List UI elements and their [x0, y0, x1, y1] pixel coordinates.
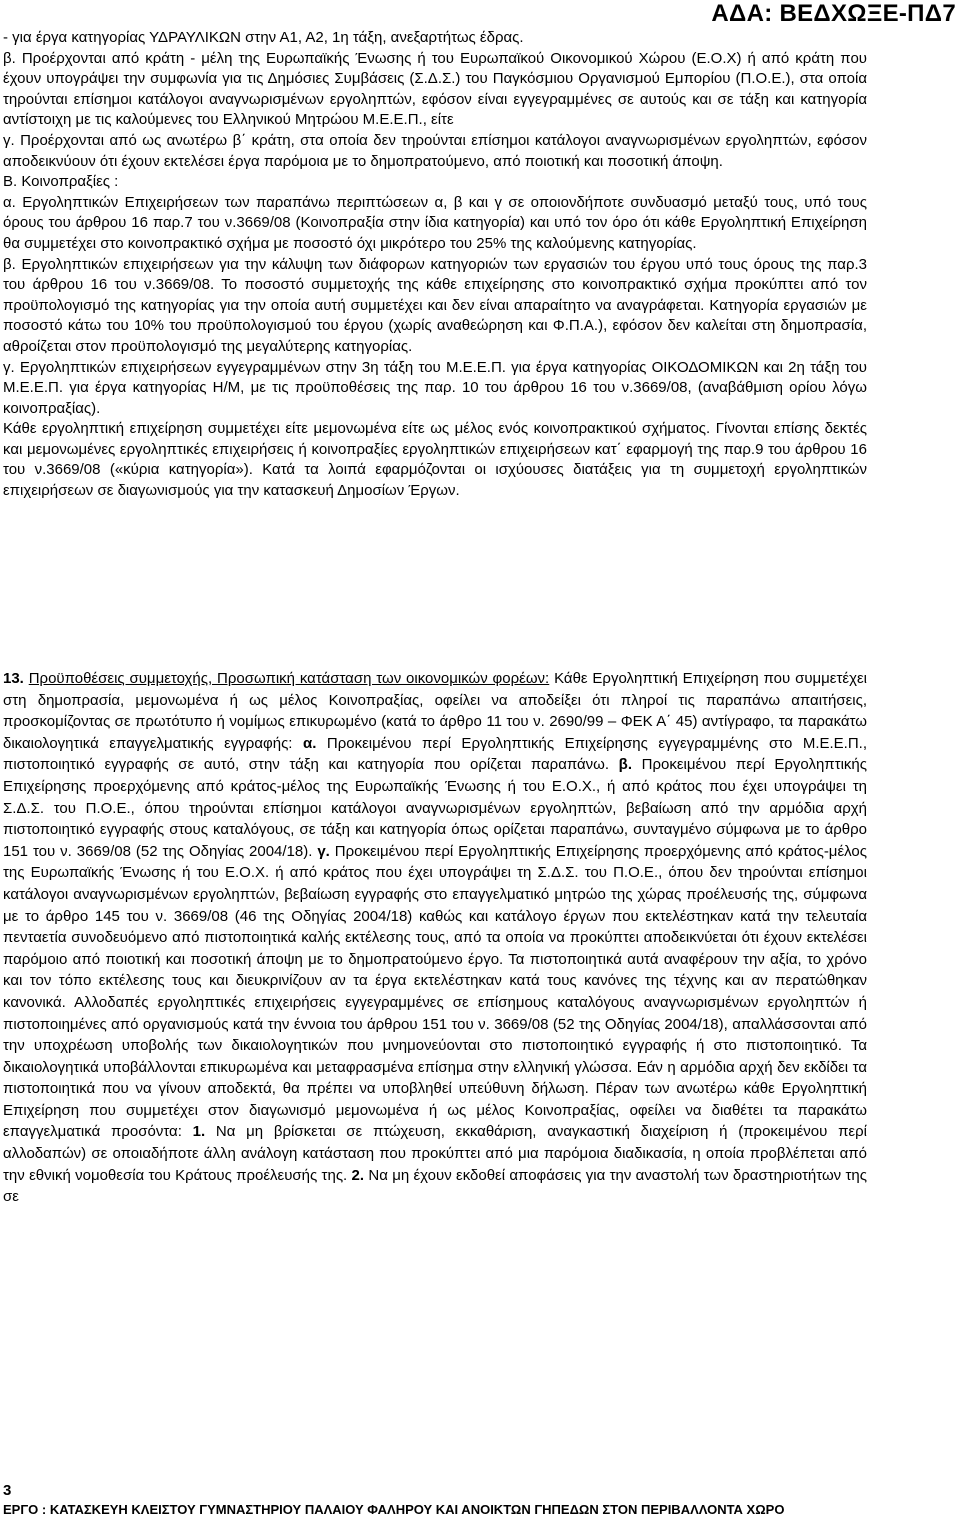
- paragraph: Κάθε εργοληπτική επιχείρηση συμμετέχει είτε μεμονωμένα είτε ως μέλος ενός κοινοπρακτικού σχήματος. Γίνονται επίσης δεκτές και μεμονωμένες εργοληπτικές επιχειρήσεις ή κοινοπραξίες εργοληπτικών επιχειρήσεων κατ΄ εφαρμογή της παρ.9 του άρθρου 16 του ν.3669/08 («κύρια κατηγορία»). Κατά τα λοιπά εφαρμόζονται οι ισχύουσες διατάξεις για τη συμμετοχή εργοληπτικών επιχειρήσεων σε διαγωνισμούς για την κατασκευή Δημοσίων Έργων.: [3, 420, 867, 500]
- section-number: 13.: [3, 670, 24, 687]
- paragraph: γ. Εργοληπτικών επιχειρήσεων εγγεγραμμένων στην 3η τάξη του Μ.Ε.Ε.Π. για έργα κατηγορίας ΟΙΚΟΔΟΜΙΚΩΝ και 2η τάξη του Μ.Ε.Ε.Π. για έργα κατηγορίας Η/Μ, με τις προϋποθέσεις της παρ. 10 του άρθρου 16 του ν.3669/08, (αναβάθμιση ορίου λόγω κοινοπραξίας).: [3, 358, 867, 417]
- item-text: Προκειμένου περί Εργοληπτικής Επιχείρησης προερχόμενης από κράτος-μέλος της Ευρωπαϊκής Ένωσης ή του Ε.Ο.Χ., ή από κράτος που έχει υπογράψει τη Σ.Δ.Σ. του Π.Ο.Ε., όπου τηρούνται επίσημοι κατάλογοι αναγνωρισμένων εργοληπτών, βεβαίωση από την αρμόδια αρχή πιστοποιητικό εγγραφής στους καταλόγους, σε τάξη και κατηγορία όπως ορίζεται παραπάνω, συνταγμένο σύμφωνα με το άρθρο 151 του ν. 3669/08 (52 της Οδηγίας 2004/18).: [3, 756, 867, 860]
- paragraph: α. Εργοληπτικών Επιχειρήσεων των παραπάνω περιπτώσεων α, β και γ σε οποιονδήποτε συνδυασμό μεταξύ τους, υπό τους όρους του άρθρου 16 παρ.7 του ν.3669/08 (Κοινοπραξία στην ίδια κατηγορία) και υπό τον όρο ότι κάθε Εργοληπτική Επιχείρηση θα συμμετέχει στο κοινοπρακτικό σχήμα με ποσοστό όχι μικρότερο του 25% της καλούμενης κατηγορίας.: [3, 193, 867, 252]
- ada-code: ΑΔΑ: ΒΕΔΧΩΞΕ-ΠΔ7: [705, 0, 956, 28]
- item-text: Προκειμένου περί Εργοληπτικής Επιχείρησης εγγεγραμμένης στο Μ.Ε.Ε.Π., πιστοποιητικό εγγραφής σε αυτό, στην τάξη και κατηγορία που ορίζεται παραπάνω.: [3, 734, 868, 774]
- item-marker: β.: [618, 756, 632, 774]
- participation-section: [3, 28, 867, 502]
- paragraph: - για έργα κατηγορίας ΥΔΡΑΥΛΙΚΩΝ στην Α1, Α2, 1η τάξη, ανεξαρτήτως έδρας.: [3, 29, 524, 46]
- item-marker: 1.: [192, 1123, 206, 1141]
- section-intro: Κάθε Εργοληπτική Επιχείρηση που συμμετέχει στη δημοπρασία, μεμονωμένα ή ως μέλος Κοινοπραξίας, οφείλει να αποδείξει ότι πληροί τις παραπάνω απαιτήσεις, προσκομίζοντας σε πρωτότυπο ή νομίμως επικυρωμένο (κατά το άρθρο 11 του ν. 2690/99 – ΦΕΚ Α΄ 45) αντίγραφο, τα παρακάτω δικαιολογητικά επαγγελματικής εγγραφής:: [3, 670, 868, 752]
- item-text: Να μη έχουν εκδοθεί αποφάσεις για την αναστολή των δραστηριοτήτων της σε: [3, 1166, 867, 1206]
- item-marker: 2.: [351, 1166, 365, 1184]
- item-marker: α.: [303, 734, 317, 752]
- paragraph: β. Εργοληπτικών επιχειρήσεων για την κάλυψη των διάφορων κατηγοριών των εργασιών του έργου υπό τους όρους της παρ.3 του άρθρου 16 του ν.3669/08. Το ποσοστό συμμετοχής της κάθε επιχείρησης στο κοινοπρακτικό σχήμα προκύπτει από τον προϋπολογισμό της κατηγορίας για την οποία αυτή συμμετέχει και δεν είναι απαραίτητο να αναγράφεται. Κατηγορία εργασιών με ποσοστό κάτω του 10% του προϋπολογισμού του έργου (χωρίς αναθεώρηση και Φ.Π.Α.), εφόσον δεν καλείται στη δημοπρασία, αθροίζεται στον προϋπολογισμό της μεγαλύτερης κατηγορίας.: [3, 255, 867, 355]
- paragraph: β. Προέρχονται από κράτη - μέλη της Ευρωπαϊκής Ένωσης ή του Ευρωπαϊκού Οικονομικού Χώρου (Ε.Ο.Χ) ή από κράτη που έχουν υπογράψει την συμφωνία για τις Δημόσιες Συμβάσεις (Σ.Δ.Σ.) του Παγκόσμιου Οργανισμού Εμπορίου (Π.Ο.Ε.), στα οποία τηρούνται επίσημοι κατάλογοι αναγνωρισμένων εργοληπτών, εφόσον είναι εγγεγραμμένες σε αυτούς και σε τάξη και κατηγορία αντίστοιχη με τις καλούμενες του Ελληνικού Μητρώου Μ.Ε.Ε.Π., είτε: [3, 49, 867, 129]
- section-13: [3, 668, 867, 1208]
- section-heading: Προϋποθέσεις συμμετοχής, Προσωπική κατάσταση των οικονομικών φορέων:: [28, 670, 550, 687]
- footer-project-title: ΕΡΓΟ : ΚΑΤΑΣΚΕΥΗ ΚΛΕΙΣΤΟΥ ΓΥΜΝΑΣΤΗΡΙΟΥ ΠΑΛΑΙΟΥ ΦΑΛΗΡΟΥ ΚΑΙ ΑΝΟΙΚΤΩΝ ΓΗΠΕΔΩΝ ΣΤΟΝ ΠΕΡΙΒΑΛΛΟΝΤΑ ΧΩΡΟ: [3, 1502, 785, 1517]
- paragraph: γ. Προέρχονται από ως ανωτέρω β΄ κράτη, στα οποία δεν τηρούνται επίσημοι κατάλογοι αναγνωρισμένων εργοληπτών, εφόσον αποδεικνύουν ότι έχουν εκτελέσει έργα παρόμοια με το δημοπρατούμενο, από ποιοτική και ποσοτική άποψη.: [3, 131, 867, 170]
- section-13-text: [3, 668, 867, 1208]
- page-number: 3: [3, 1482, 12, 1499]
- item-text: Προκειμένου περί Εργοληπτικής Επιχείρησης προερχόμενης από κράτος-μέλος της Ευρωπαϊκής Ένωσης ή του Ε.Ο.Χ. ή από κράτος που έχει υπογράψει τη Σ.Δ.Σ. του Π.Ο.Ε., όπου δεν τηρούνται επίσημοι κατάλογοι αναγνωρισμένων εργοληπτών, βεβαίωση εγγραφής στο επαγγελματικό μητρώο της χώρας προέλευσής της, σύμφωνα με το άρθρο 145 του ν. 3669/08 (46 της Οδηγίας 2004/18) καθώς και κατάλογο έργων που εκτελέστηκαν κατά την τελευταία πενταετία συνοδευόμενο από πιστοποιητικά καλής εκτέλεσης τους, από τα οποία να προκύπτει αποδεικνύεται ότι έχουν εκτελέσει παρόμοιο από ποιοτική και ποσοτική άποψη με το δημοπρατούμενο έργο. Τα πιστοποιητικά αυτά αναφέρουν την αξία, το χρόνο και τον τόπο εκτέλεσης τους και διευκρινίζουν αν τα έργα εκτελέστηκαν κατά τους κανόνες της τέχνης και αν περατώθηκαν κανονικά. Αλλοδαπές εργοληπτικές επιχειρήσεις εγγεγραμμένες σε επίσημους καταλόγους αναγνωρισμένων εργοληπτών ή πιστοποιημένες από οργανισμούς κατά την έννοια του άρθρου 151 του ν. 3669/08 (52 της Οδηγίας 2004/18), απαλλάσσονται από την υποχρέωση υποβολής των δικαιολογητικών που μνημονεύονται στο πιστοποιητικό εγγραφής ή στο πιστοποιητικό. Τα δικαιολογητικά υποβάλλονται επικυρωμένα και μεταφρασμένα επίσημα στην ελληνική γλώσσα. Εάν η αρμόδια αρχή δεν εκδίδει τα πιστοποιητικά που να γίνουν αποδεκτά, θα πρέπει να υποβληθεί υπεύθυνη δήλωση. Πέραν των ανωτέρω κάθε Εργοληπτική Επιχείρηση που συμμετέχει στον διαγωνισμό μεμονωμένα ή ως μέλος Κοινοπραξίας, οφείλει να διαθέτει τα παρακάτω επαγγελματικά προσόντα:: [3, 842, 867, 1141]
- item-text: Να μη βρίσκεται σε πτώχευση, εκκαθάριση, αναγκαστική διαχείριση ή (προκειμένου περί αλλοδαπών) σε οποιαδήποτε άλλη ανάλογη κατάσταση που προκύπτει από μια παρόμοια διαδικασία, η οποία προβλέπεται από την εθνική νομοθεσία του Κράτους προέλευσής της.: [3, 1123, 867, 1184]
- item-marker: γ.: [317, 842, 330, 860]
- subheading: Β. Κοινοπραξίες :: [3, 173, 119, 191]
